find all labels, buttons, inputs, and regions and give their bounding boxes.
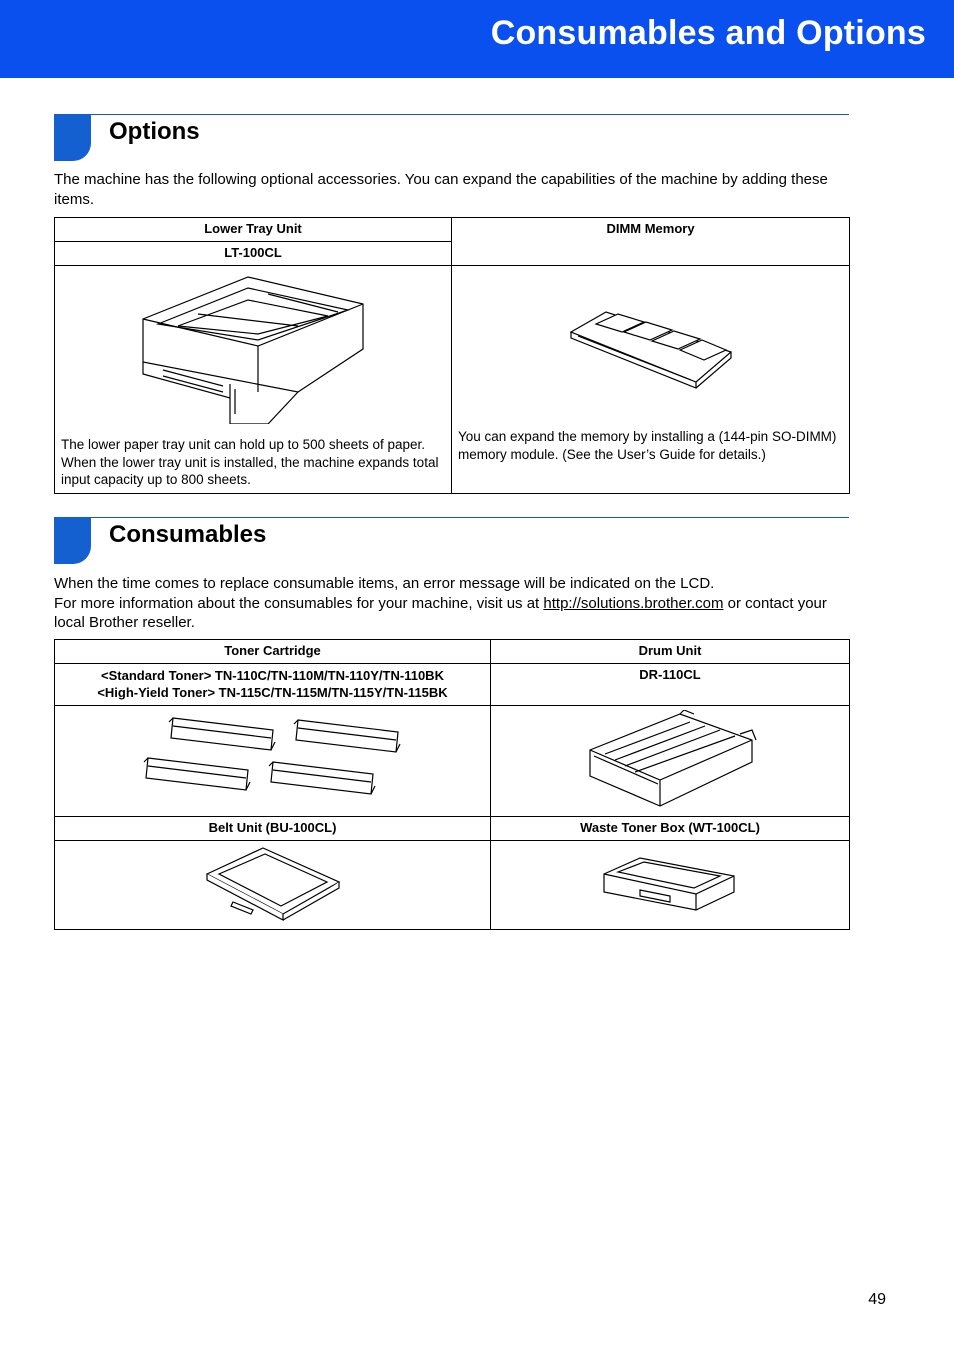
dimm-header: DIMM Memory [452, 218, 850, 266]
consumables-heading: Consumables [109, 521, 267, 548]
solutions-link[interactable]: http://solutions.brother.com [543, 594, 724, 612]
page-number: 49 [868, 1291, 886, 1308]
options-table [54, 217, 850, 494]
toner-highyield: <High-Yield Toner> TN-115C/TN-115M/TN-115Y/TN-115BK [97, 685, 448, 700]
drum-image-cell [491, 706, 850, 817]
consumables-table [54, 639, 850, 930]
consumables-intro [54, 574, 849, 633]
page-title: Consumables and Options [490, 14, 926, 52]
dimm-cell [452, 266, 850, 494]
consumables-divider [54, 517, 849, 518]
belt-image-cell [55, 841, 491, 930]
consumables-intro-line2 [54, 594, 849, 633]
drum-unit-illustration [580, 710, 760, 810]
waste-header: Waste Toner Box (WT-100CL) [491, 817, 850, 841]
dimm-description: You can expand the memory by installing a (144-pin SO-DIMM) memory module. (See the User’s Guide for details.) [458, 429, 837, 462]
belt-unit-illustration [203, 844, 343, 924]
lower-tray-header: Lower Tray Unit [55, 218, 452, 242]
dimm-memory-illustration [566, 310, 736, 390]
waste-toner-box-illustration [600, 854, 740, 914]
toner-standard: <Standard Toner> TN-110C/TN-110M/TN-110Y/TN-110BK [101, 668, 444, 683]
options-divider [54, 114, 849, 115]
options-section-marker [54, 114, 91, 161]
drum-model: DR-110CL [491, 664, 850, 706]
intro-text-after-link: or contact your local Brother reseller. [54, 594, 827, 631]
intro-text-before-link: For more information about the consumables for your machine, visit us at [54, 594, 544, 612]
waste-image-cell [491, 841, 850, 930]
toner-cartridges-illustration [143, 712, 403, 808]
lower-tray-description: The lower paper tray unit can hold up to 500 sheets of paper. When the lower tray unit is installed, the machine expands total input capacity up to 800 sheets. [61, 437, 439, 487]
toner-header: Toner Cartridge [55, 640, 491, 664]
lower-tray-cell [55, 266, 452, 494]
options-heading: Options [109, 118, 200, 145]
toner-models [55, 664, 491, 706]
consumables-intro-line1: When the time comes to replace consumable items, an error message will be indicated on the LCD. [54, 575, 715, 592]
lower-tray-model: LT-100CL [55, 242, 452, 266]
consumables-section-marker [54, 517, 91, 564]
toner-image-cell [55, 706, 491, 817]
drum-header: Drum Unit [491, 640, 850, 664]
lower-tray-illustration [138, 274, 368, 424]
options-intro: The machine has the following optional accessories. You can expand the capabilities of the machine by adding these items. [54, 171, 828, 208]
belt-header: Belt Unit (BU-100CL) [55, 817, 491, 841]
